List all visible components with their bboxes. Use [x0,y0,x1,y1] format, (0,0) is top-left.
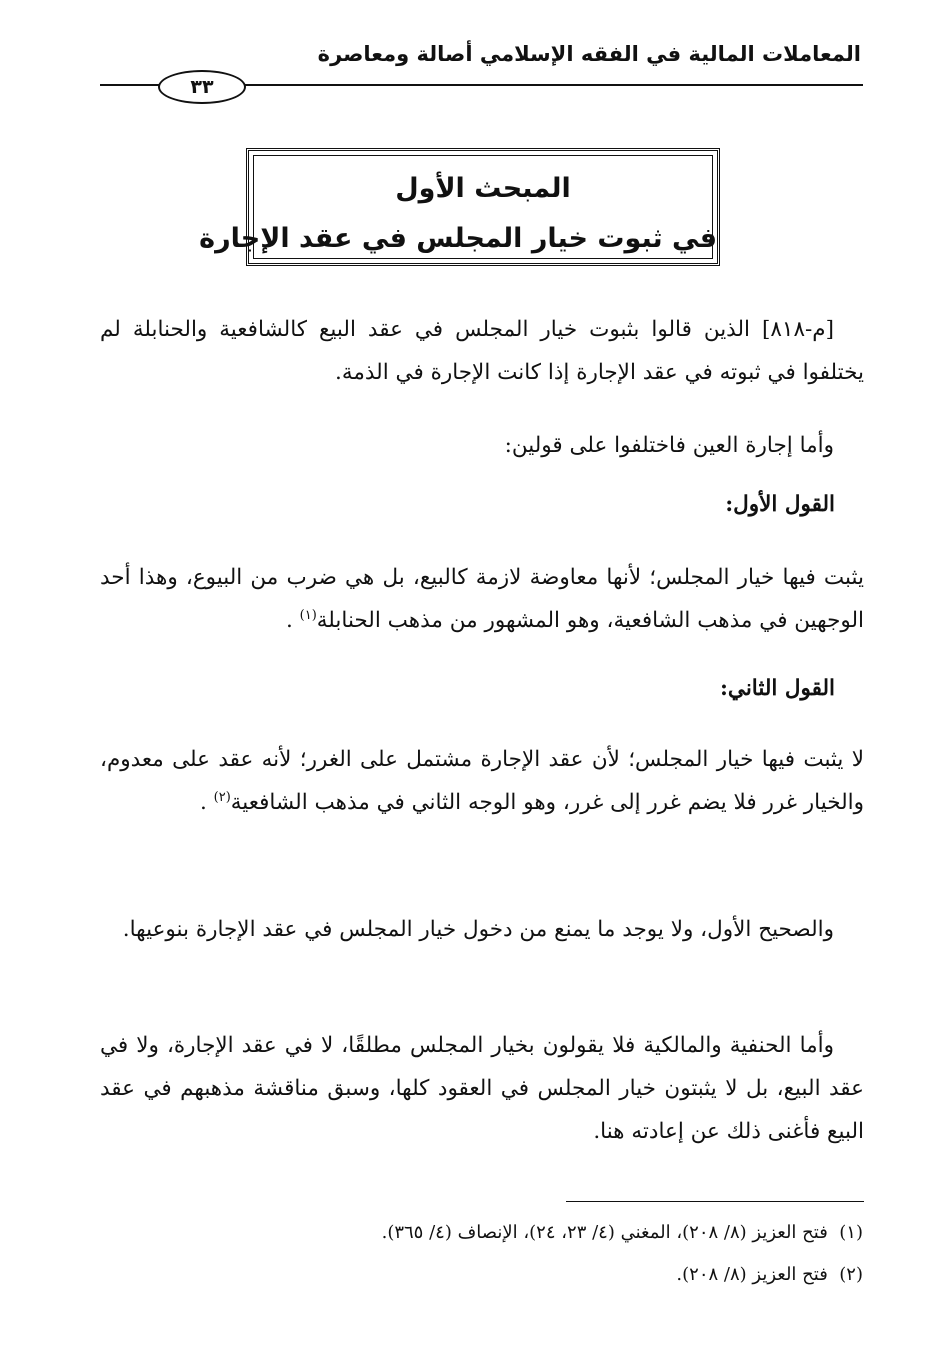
paragraph-text: وأما الحنفية والمالكية فلا يقولون بخيار المجلس مطلقًا، لا في عقد الإجارة، ولا في عقد البيع، بل لا يثبتون خيار المجلس في العقود كلها، وسبق مناقشة مذهبهم في عقد البيع فأغنى ذلك عن إعادته هنا. [100,1033,864,1144]
second-opinion-heading: القول الثاني: [719,676,835,701]
footnote-2 [676,1264,863,1285]
footnote-rule [566,1201,864,1202]
footnote-number: (٢) [839,1264,863,1285]
paragraph-first-opinion [100,556,864,642]
paragraph-second-opinion [100,738,864,824]
page-number: ٣٣ [190,76,214,98]
page-number-badge [158,70,246,104]
paragraph-text: والصحيح الأول، ولا يوجد ما يمنع من دخول خيار المجلس في عقد الإجارة بنوعيها. [122,917,834,942]
paragraph-text: [م-٨١٨] الذين قالوا بثبوت خيار المجلس في عقد البيع كالشافعية والحنابلة لم يختلفوا في ثبوته في عقد الإجارة إذا كانت الإجارة في الذمة. [100,317,864,385]
footnote-text: فتح العزيز (٨/ ٢٠٨)، المغني (٤/ ٢٣، ٢٤)، الإنصاف (٤/ ٣٦٥). [381,1222,828,1243]
footnote-ref-2[interactable]: (٢) [213,789,231,805]
paragraph-two-opinions [100,424,864,467]
footnote-number: (١) [839,1222,863,1243]
section-title: المبحث الأول [395,173,571,204]
paragraph-text: يثبت فيها خيار المجلس؛ لأنها معاوضة لازمة كالبيع، بل هي ضرب من البيوع، وهذا أحد الوجهين في مذهب الشافعية، وهو المشهور من مذهب الحنابلة [100,565,864,633]
paragraph-preferred [100,908,864,951]
paragraph-end: . [199,790,207,815]
footnote-1 [382,1222,863,1243]
first-opinion-heading: القول الأول: [725,492,835,517]
footnote-ref-1[interactable]: (١) [299,607,317,623]
section-title-frame [199,148,720,266]
paragraph-hanafi-maliki [100,1024,864,1153]
section-subtitle: في ثبوت خيار المجلس في عقد الإجارة [199,223,717,254]
paragraph-text: وأما إجارة العين فاختلفوا على قولين: [504,433,834,458]
running-head: المعاملات المالية في الفقه الإسلامي أصالة ومعاصرة [317,42,861,66]
paragraph-end: . [285,608,293,633]
paragraph-intro [100,308,864,394]
footnote-text: فتح العزيز (٨/ ٢٠٨). [676,1264,828,1285]
paragraph-text: لا يثبت فيها خيار المجلس؛ لأن عقد الإجارة مشتمل على الغرر؛ لأنه عقد على معدوم، والخيار غرر فلا يضم غرر إلى غرر، وهو الوجه الثاني في مذهب الشافعية [100,747,864,815]
